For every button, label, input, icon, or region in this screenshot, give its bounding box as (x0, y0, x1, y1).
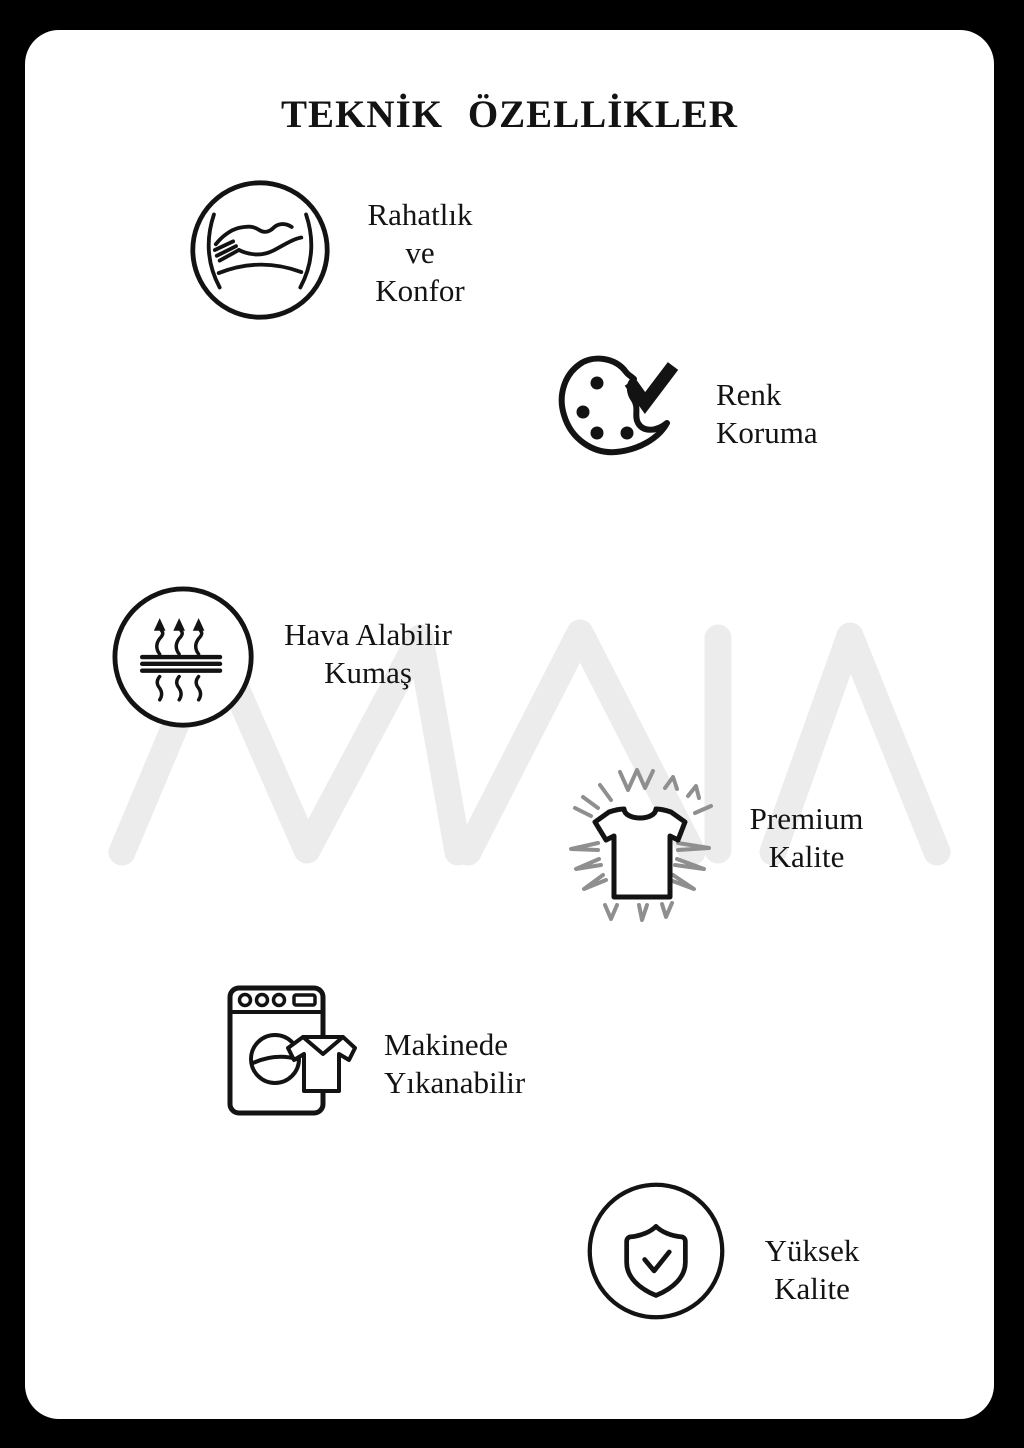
feature-label-color-protection: Renk Koruma (716, 377, 818, 450)
page-title: TEKNİK ÖZELLİKLER (281, 93, 738, 137)
feature-label-machine-washable: Makinede Yıkanabilir (384, 1027, 526, 1100)
feature-label-breathable: Hava Alabilir Kumaş (284, 617, 452, 690)
premium-quality-icon (565, 758, 730, 943)
machine-washable-icon (220, 975, 370, 1125)
high-quality-icon (585, 1180, 727, 1322)
feature-label-comfort: Rahatlık ve Konfor (367, 197, 473, 308)
color-protection-icon (555, 350, 695, 470)
feature-label-high-quality: Yüksek Kalite (764, 1233, 860, 1306)
comfort-hand-icon (188, 178, 332, 322)
feature-label-premium: Premium Kalite (749, 801, 864, 874)
breathable-fabric-icon (112, 586, 258, 732)
